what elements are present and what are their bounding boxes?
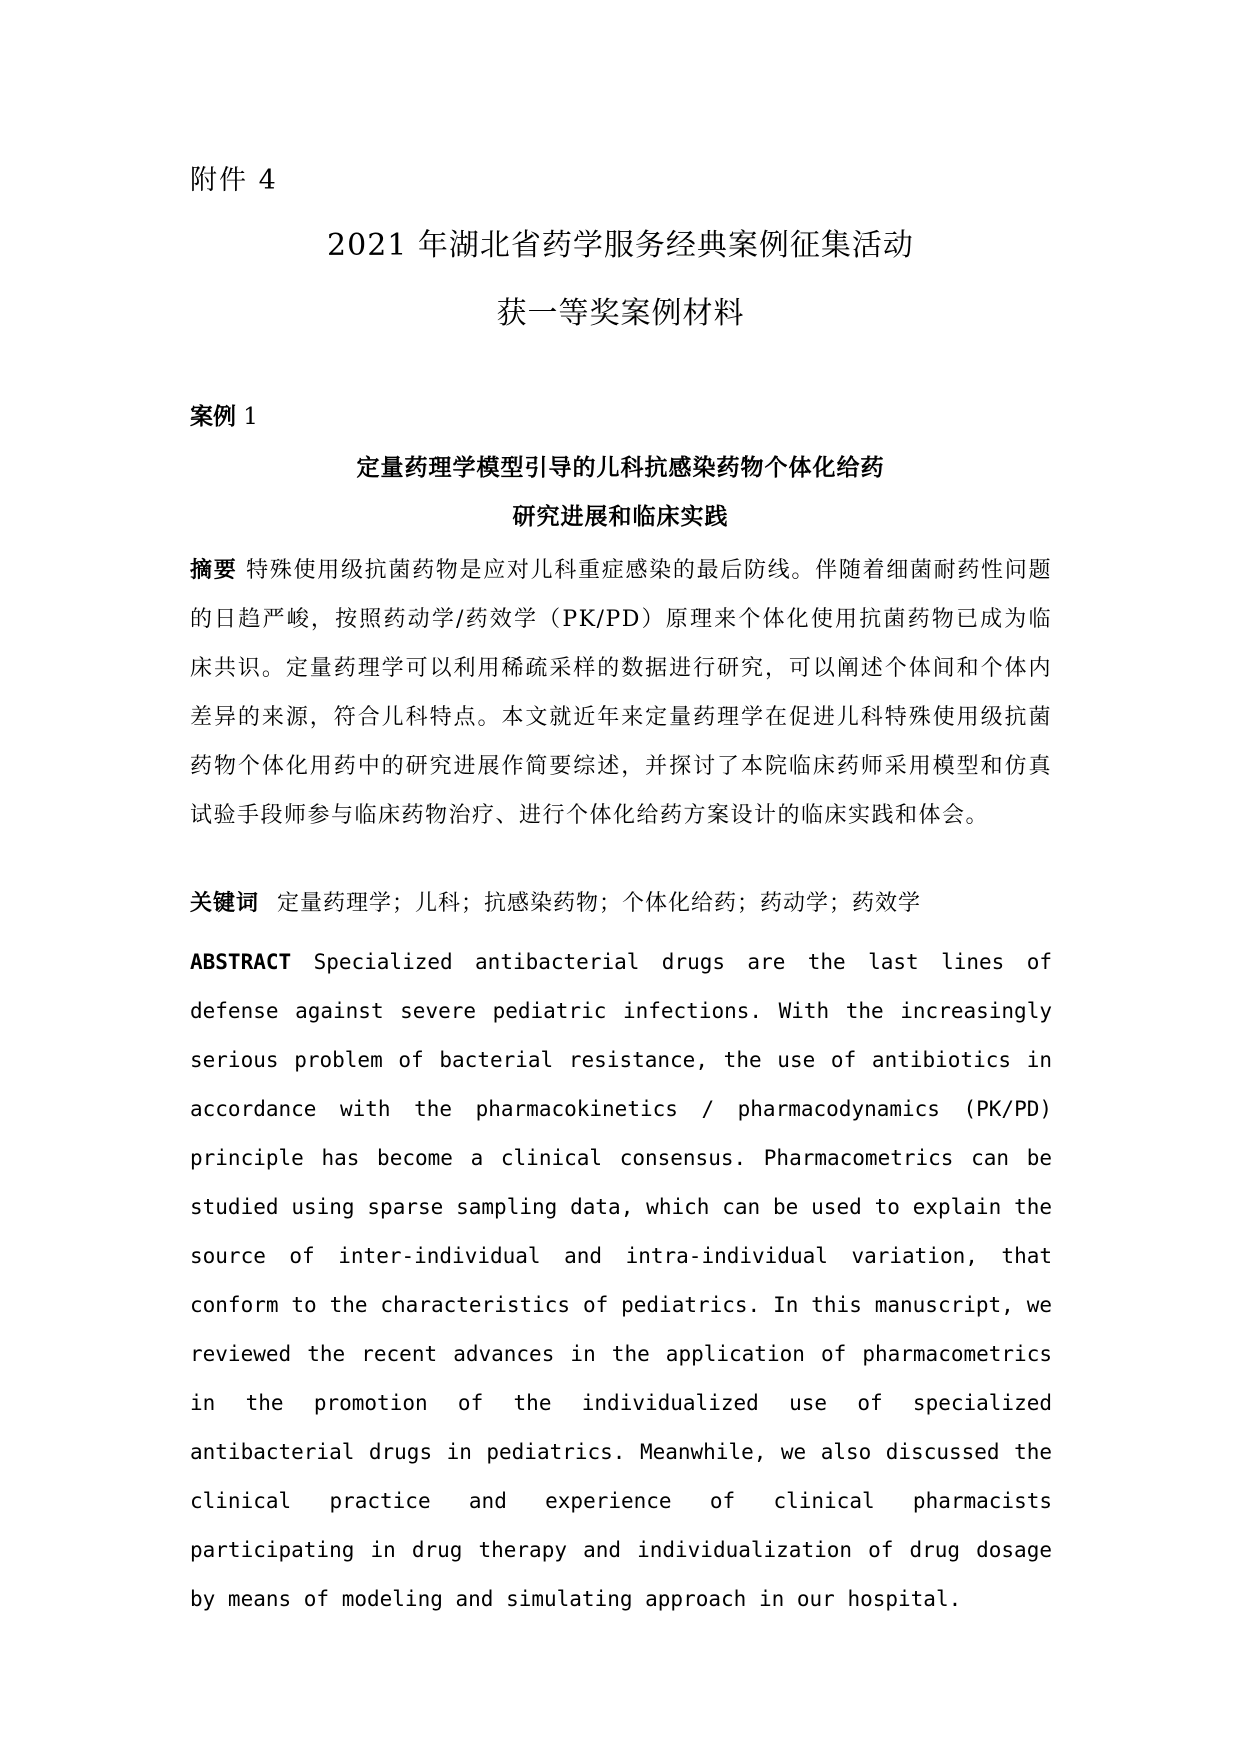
document-title-line1: 2021 年湖北省药学服务经典案例征集活动	[327, 228, 914, 263]
abstract-en-text: Specialized antibacterial drugs are the last lines of defense against severe pediatric infections. With the increasingly serious problem of bacterial resistance, the use of antibiotics in accordance with the pharmacokinetics / pharmacodynamics (PK/PD) principle has become a clinical consensus. Pharmacometrics can be studied using sparse sampling data, which can be used to explain the source of inter-individual and intra-individual variation, that conform to the characteristics of pediatrics. In this manuscript, we reviewed the recent advances in the application of pharmacometrics in the promotion of the individualized use of specialized antibacterial drugs in pediatrics. Meanwhile, we also discussed the clinical practice and experience of clinical pharmacists participating in drug therapy and individualization of drug dosage by means of modeling and simulating approach in our hospital.	[190, 950, 1052, 1611]
keywords-label: 关键词	[190, 890, 260, 916]
case-label	[190, 402, 258, 432]
abstract-cn-text: 特殊使用级抗菌药物是应对儿科重症感染的最后防线。伴随着细菌耐药性问题的日趋严峻，按照药动学/药效学（PK/PD）原理来个体化使用抗菌药物已成为临床共识。定量药理学可以利用稀疏采样的数据进行研究，可以阐述个体间和个体内差异的来源，符合儿科特点。本文就近年来定量药理学在促进儿科特殊使用级抗菌药物个体化用药中的研究进展作简要综述，并探讨了本院临床药师采用模型和仿真试验手段师参与临床药物治疗、进行个体化给药方案设计的临床实践和体会。	[190, 558, 1052, 828]
case-label-text: 案例	[190, 403, 236, 430]
attachment-label: 附件 4	[190, 165, 278, 196]
keywords-line	[190, 888, 1052, 919]
case-label-number: 1	[236, 404, 258, 430]
abstract-cn-paragraph	[190, 546, 1052, 840]
abstract-en-paragraph	[190, 938, 1052, 1624]
abstract-en-label: ABSTRACT	[190, 950, 292, 974]
abstract-cn-label: 摘要	[190, 557, 238, 583]
case-title-line1: 定量药理学模型引导的儿科抗感染药物个体化给药	[356, 454, 885, 481]
keywords-text: 定量药理学；儿科；抗感染药物；个体化给药；药动学；药效学	[277, 891, 922, 916]
document-title-line2: 获一等奖案例材料	[496, 296, 745, 331]
case-title-line2: 研究进展和临床实践	[512, 503, 729, 530]
